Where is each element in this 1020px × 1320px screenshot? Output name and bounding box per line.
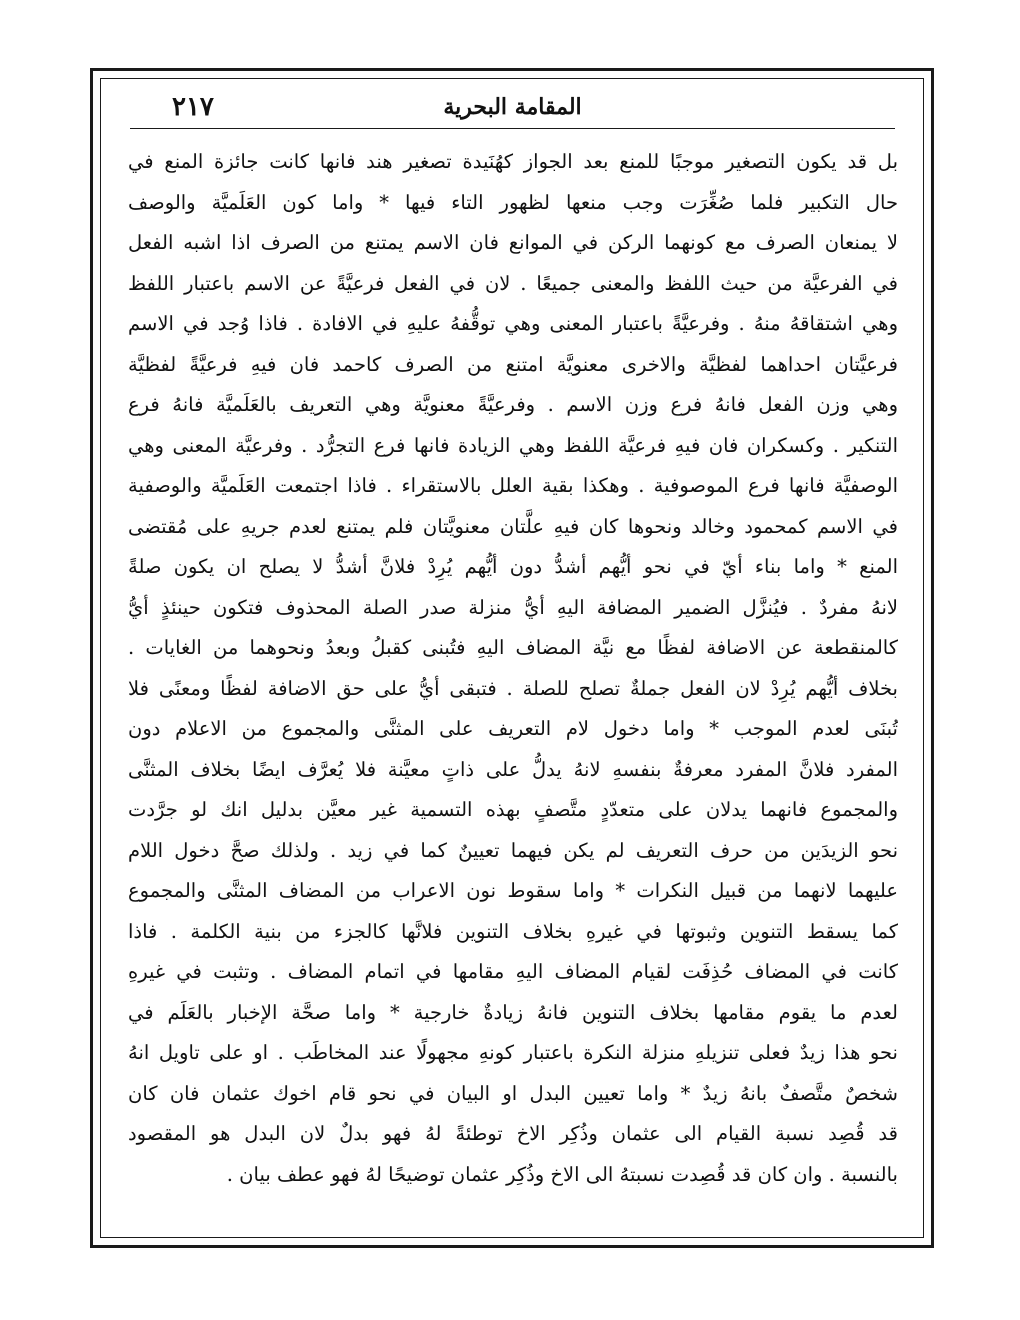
text-line: في الفرعيَّة من حيث اللفظ والمعنى جميعًا . لان في الفعل فرعيَّةً عن الاسم باعتبار اللفظ — [128, 271, 898, 295]
text-line: نحو هذا زيدٌ فعلى تنزيلهِ منزلة النكرة باعتبار كونهِ مجهولًا عند المخاطَب . او على تاويل انهُ — [128, 1041, 898, 1064]
text-line: عليهما لانهما من قبيل النكرات * واما سقوط نون الاعراب من المضاف المثنَّى والمجموع — [128, 879, 898, 902]
text-line: نحو الزيدَين من حرف التعريف لم يكن فيهما تعيينٌ كما في زيد . ولذلك صحَّ دخول اللام — [128, 838, 898, 862]
text-line: كانت في المضاف حُذِفَت لقيام المضاف اليهِ مقامها في اتمام المضاف . وتثبت في غيرهِ — [128, 960, 898, 983]
text-line: التنكير . وكسكران فان فيهِ فرعيَّة اللفظ وهي الزيادة فانها فرع التجرُّد . وفرعيَّة المعنى وهي — [128, 433, 898, 457]
text-line: وهي وزن الفعل فانهُ فرع وزن الاسم . وفرعيَّةً معنويَّة وهي التعريف بالعَلَميَّة فانهُ فرع — [128, 393, 898, 416]
text-line: بخلاف أيُّهم يُرِدْ لان الفعل جملةٌ تصلح للصلة . فتبقى أيُّ على حق الاضافة لفظًا ومعنًى فلا — [128, 676, 898, 700]
text-line: وهي اشتقاقهُ منهُ . وفرعيَّةً باعتبار المعنى وهي توقُّفهُ عليهِ في الافادة . فاذا وُجد في الاسم — [128, 312, 898, 335]
text-line: لعدم ما يقوم مقامها بخلاف التنوين فانهُ زيادةٌ خارجية * واما صحَّة الإخبار بالعَلَم في — [128, 1000, 898, 1024]
text-line: كما يسقط التنوين وثبوتها في غيرهِ بخلاف التنوين فلانَّها كالجزء من بنية الكلمة . فاذا — [128, 919, 898, 943]
text-line: لانهُ مفردٌ . فيُنزَّل الضمير المضافة اليهِ أيُّ منزلة صدر الصلة المحذوف فتكون حينئذٍ أيُّ — [128, 595, 898, 619]
text-line: تُبنَى لعدم الموجب * واما دخول لام التعريف على المثنَّى والمجموع من الاعلام دون — [128, 717, 898, 740]
text-line: شخصٌ متَّصفٌ بانهُ زيدٌ * واما تعيين البدل او البيان في نحو قام اخوك عثمان فان كان — [128, 1081, 898, 1105]
text-line: في الاسم كمحمود وخالد ونحوها كان فيهِ علَّتان معنويَّتان فلم يمتنع لعدم جريهِ على مُقتضى — [128, 514, 898, 538]
text-line: كالمنقطعة عن الاضافة لفظًا مع نيَّة المضاف اليهِ فتُبنى كقبلُ وبعدُ ونحوهما من الغايات . — [128, 636, 898, 659]
text-line: بالنسبة . وان كان قد قُصِدت نسبتهُ الى الاخ وذُكِر عثمان توضيحًا لهُ فهو عطف بيان . — [226, 1162, 898, 1186]
running-title: المقامة البحرية — [443, 94, 582, 120]
body-text — [128, 142, 898, 1195]
text-line: حال التكبير فلما صُغِّرَت وجب منعها لظهور التاء فيها * واما كون العَلَميَّة والوصف — [128, 190, 898, 214]
text-line: فرعيَّتان احداهما لفظيَّة والاخرى معنويَّة امتنع من الصرف كاحمد فان فيهِ فرعيَّةً لفظيَّة — [128, 352, 898, 376]
text-line: قد قُصِد نسبة القيام الى عثمان وذُكِر الاخ توطئةً لهُ فهو بدلٌ لان البدل هو المقصود — [128, 1122, 898, 1145]
page-number: ٢١٧ — [172, 92, 214, 122]
text-line: بل قد يكون التصغير موجبًا للمنع بعد الجواز كهُنَيدة تصغير هند فانها كانت جائزة المنع في — [128, 150, 898, 173]
page-header — [130, 92, 895, 129]
text-line: لا يمنعان الصرف مع كونهما الركن في الموانع فان الاسم يمتنع من الصرف اذا اشبه الفعل — [128, 231, 898, 254]
text-line: الوصفيَّة فانها فرع الموصوفية . وهكذا بقية العلل بالاستقراء . فاذا اجتمعت العَلَميَّة والوصفية — [128, 474, 898, 497]
text-line: والمجموع فانهما يدلان على متعدّدٍ متَّصفٍ بهذه التسمية غير معيَّن بدليل انك لو جرَّدت — [128, 798, 898, 821]
text-line: المنع * واما بناء أيّ في نحو أيُّهم أشدُّ دون أيُّهم يُرِدْ فلانَّ أشدُّ لا يصلح ان يكون صلةً — [128, 555, 898, 578]
text-line: المفرد فلانَّ المفرد معرفةٌ بنفسهِ لانهُ يدلُّ على ذاتٍ معيَّنة فلا يُعرَّف ايضًا بخلاف المثنَّى — [128, 757, 898, 781]
